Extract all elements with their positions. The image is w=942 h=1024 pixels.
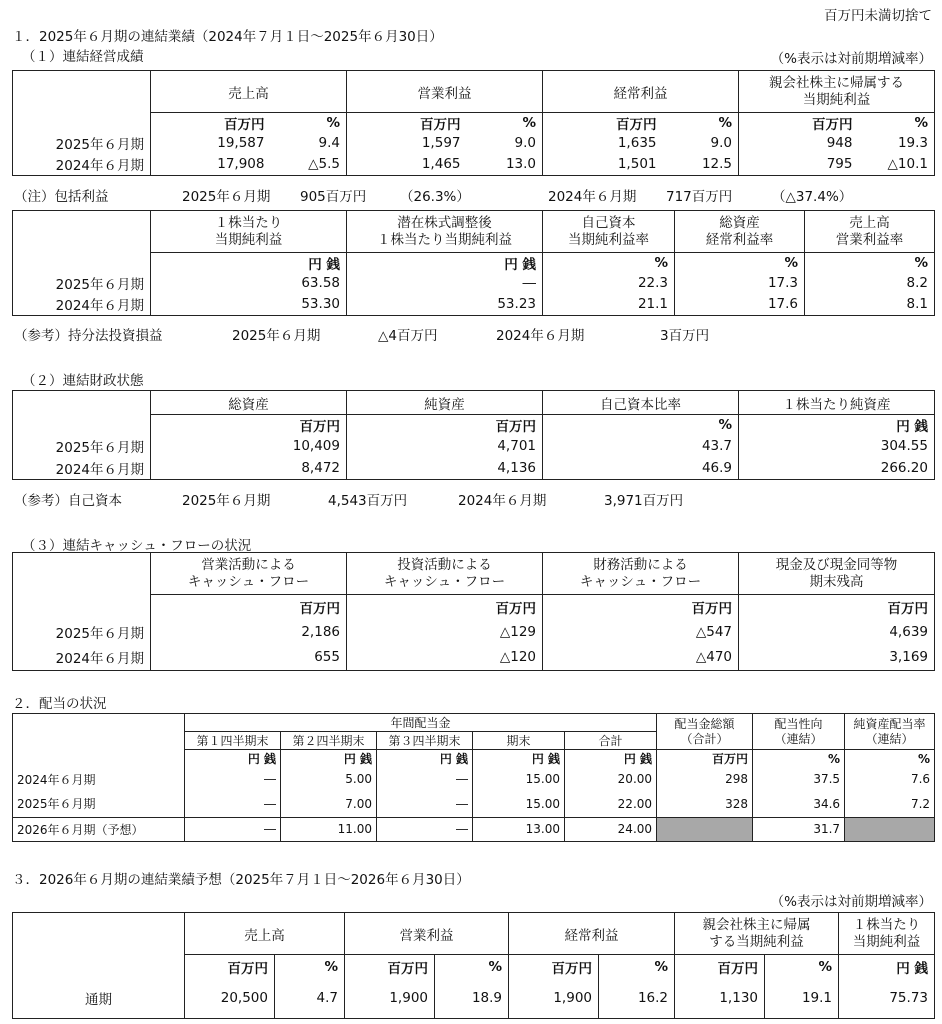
unit-cell: 百万円 [347,415,543,436]
value-cell: 20,500 [185,979,275,1019]
value-cell: 15.00 [473,767,565,791]
value-cell: 46.9 [543,457,739,479]
value-cell: 15.00 [473,791,565,817]
value-cell: 31.7 [753,817,845,841]
col-header-payout-ratio: 配当性向 （連結） [753,714,845,750]
table-row [13,133,935,153]
col-header-dividend-total: 配当金総額 （合計） [657,714,753,750]
table-row [13,273,935,293]
unit-cell: 百万円 [151,113,271,134]
corner-cell [13,71,151,113]
col-header-year-end: 期末 [473,732,565,750]
table-row [13,791,935,817]
unit-cell: % [859,113,935,134]
unit-cell: 百万円 [185,955,275,979]
unit-cell: % [275,955,345,979]
col-header-financing-cf: 財務活動による キャッシュ・フロー [543,553,739,595]
row-label: 2024年６月期 [13,645,151,671]
unit-cell: 円 銭 [839,955,935,979]
table-row [13,645,935,671]
value-cell: 7.00 [281,791,377,817]
table-row [13,293,935,315]
value-cell: 1,130 [675,979,765,1019]
equity-label: （参考）自己資本 [14,493,122,509]
unit-cell: % [663,113,739,134]
col-header-roe: 自己資本 当期純利益率 [543,211,675,253]
col-header-investing-cf: 投資活動による キャッシュ・フロー [347,553,543,595]
value-cell: 20.00 [565,767,657,791]
col-header-total: 合計 [565,732,657,750]
value-cell: 1,597 [347,133,467,153]
value-cell: 17,908 [151,153,271,175]
unit-cell: 円 銭 [739,415,935,436]
value-cell: 16.2 [599,979,675,1019]
value-cell: 1,900 [509,979,599,1019]
col-header-net-income: 親会社株主に帰属 する当期純利益 [675,913,839,955]
value-cell: 12.5 [663,153,739,175]
note-rate: （26.3%） [400,189,470,205]
value-cell: 19,587 [151,133,271,153]
value-cell: ― [185,817,281,841]
table-row [13,767,935,791]
row-label: 通期 [13,979,185,1019]
value-cell: ― [185,767,281,791]
col-header-equity-ratio: 自己資本比率 [543,391,739,415]
row-label: 2025年６月期 [13,619,151,645]
col-header-q2: 第２四半期末 [281,732,377,750]
unit-cell: % [805,253,935,274]
unit-cell: 円 銭 [473,750,565,768]
col-header-diluted-eps: 潜在株式調整後 １株当たり当期純利益 [347,211,543,253]
value-cell: △547 [543,619,739,645]
value-cell: 4,639 [739,619,935,645]
period-label: 2025年６月期 [182,493,271,509]
value-cell: 11.00 [281,817,377,841]
unit-cell: % [845,750,935,768]
per-share-ratios-table [12,210,935,316]
value-cell: 63.58 [151,273,347,293]
table-row [13,817,935,841]
value-cell: 5.00 [281,767,377,791]
value-cell: 53.30 [151,293,347,315]
unit-cell: % [675,253,805,274]
value-cell: 1,501 [543,153,663,175]
value-cell: 304.55 [739,435,935,457]
financial-position-table [12,390,935,480]
row-label: 2025年６月期 [13,133,151,153]
unit-cell: 百万円 [151,595,347,619]
table-row [13,979,935,1019]
value-cell: 17.6 [675,293,805,315]
col-header-roa: 総資産 経常利益率 [675,211,805,253]
value-cell: 22.00 [565,791,657,817]
unit-cell: % [765,955,839,979]
col-header-sales: 売上高 [185,913,345,955]
note-value: 3百万円 [660,328,710,344]
col-header-doe: 純資産配当率 （連結） [845,714,935,750]
row-label: 2025年６月期 [13,273,151,293]
value-cell: ― [377,791,473,817]
note-value: 4,543百万円 [328,493,408,509]
row-label: 2025年６月期 [13,791,185,817]
unit-cell: 円 銭 [565,750,657,768]
value-cell: 18.9 [435,979,509,1019]
cash-flow-title: （３）連結キャッシュ・フローの状況 [22,538,252,554]
forecast-table [12,912,935,1019]
period-label: 2024年６月期 [496,328,585,344]
col-header-q1: 第１四半期末 [185,732,281,750]
row-label: 2024年６月期 [13,293,151,315]
col-header-operating-income: 営業利益 [345,913,509,955]
comprehensive-income-label: （注）包括利益 [14,189,109,205]
value-cell: 2,186 [151,619,347,645]
financial-position-title: （２）連結財政状態 [22,373,144,389]
shaded-cell [845,817,935,841]
value-cell: 21.1 [543,293,675,315]
value-cell: 7.2 [845,791,935,817]
value-cell: 8,472 [151,457,347,479]
row-label: 2025年６月期 [13,435,151,457]
period-label: 2024年６月期 [548,189,637,205]
value-cell: 53.23 [347,293,543,315]
unit-cell: 円 銭 [347,253,543,274]
table-row [13,457,935,479]
value-cell: 19.3 [859,133,935,153]
unit-cell: 百万円 [347,595,543,619]
value-cell: 75.73 [839,979,935,1019]
unit-cell: 百万円 [739,113,859,134]
unit-cell: 百万円 [657,750,753,768]
operating-results-table [12,70,935,176]
section3-title: ３．2026年６月期の連結業績予想（2025年７月１日～2026年６月30日） [12,872,470,888]
unit-cell: 百万円 [543,595,739,619]
value-cell: 655 [151,645,347,671]
value-cell: 266.20 [739,457,935,479]
table-row [13,435,935,457]
unit-cell: 百万円 [739,595,935,619]
unit-cell: 百万円 [509,955,599,979]
operating-results-title: （１）連結経営成績 [22,49,144,65]
row-label: 2026年６月期（予想） [13,817,185,841]
table-row [13,153,935,175]
value-cell: 298 [657,767,753,791]
value-cell: 9.4 [271,133,347,153]
note-value: 3,971百万円 [604,493,684,509]
col-header-bps: １株当たり純資産 [739,391,935,415]
unit-cell: % [271,113,347,134]
note-value: △4百万円 [378,328,438,344]
value-cell: 22.3 [543,273,675,293]
unit-cell: % [543,253,675,274]
col-header-operating-income: 営業利益 [347,71,543,113]
row-label: 2024年６月期 [13,457,151,479]
unit-cell: 円 銭 [151,253,347,274]
unit-cell: % [753,750,845,768]
col-header-eps: １株当たり 当期純利益 [839,913,935,955]
value-cell: 4.7 [275,979,345,1019]
period-label: 2025年６月期 [182,189,271,205]
col-header-annual-dividend: 年間配当金 [185,714,657,732]
value-cell: 3,169 [739,645,935,671]
col-header-operating-cf: 営業活動による キャッシュ・フロー [151,553,347,595]
unit-cell: 百万円 [347,113,467,134]
value-cell: 24.00 [565,817,657,841]
cash-flow-table [12,552,935,671]
col-header-ordinary-income: 経常利益 [543,71,739,113]
value-cell: ― [347,273,543,293]
period-label: 2025年６月期 [232,328,321,344]
value-cell: ― [377,817,473,841]
unit-cell: % [599,955,675,979]
value-cell: 17.3 [675,273,805,293]
section2-title: ２．配当の状況 [12,696,107,712]
row-label: 2024年６月期 [13,767,185,791]
value-cell: 9.0 [467,133,543,153]
value-cell: 19.1 [765,979,839,1019]
section1-title: １．2025年６月期の連結業績（2024年７月１日～2025年６月30日） [12,29,443,45]
unit-cell: 百万円 [543,113,663,134]
value-cell: 4,701 [347,435,543,457]
col-header-net-income: 親会社株主に帰属する 当期純利益 [739,71,935,113]
unit-cell: % [467,113,543,134]
equity-method-label: （参考）持分法投資損益 [14,328,163,344]
value-cell: 1,465 [347,153,467,175]
value-cell: 948 [739,133,859,153]
value-cell: 8.1 [805,293,935,315]
value-cell: △5.5 [271,153,347,175]
value-cell: 8.2 [805,273,935,293]
shaded-cell [657,817,753,841]
value-cell: 4,136 [347,457,543,479]
value-cell: △120 [347,645,543,671]
unit-cell: 百万円 [151,415,347,436]
value-cell: 37.5 [753,767,845,791]
col-header-ordinary-income: 経常利益 [509,913,675,955]
row-label: 2024年６月期 [13,153,151,175]
value-cell: 9.0 [663,133,739,153]
unit-cell: 百万円 [675,955,765,979]
value-cell: 1,900 [345,979,435,1019]
value-cell: 13.0 [467,153,543,175]
col-header-operating-margin: 売上高 営業利益率 [805,211,935,253]
value-cell: 34.6 [753,791,845,817]
period-label: 2024年６月期 [458,493,547,509]
value-cell: △470 [543,645,739,671]
table-row [13,619,935,645]
value-cell: 13.00 [473,817,565,841]
unit-cell: 円 銭 [281,750,377,768]
value-cell: ― [377,767,473,791]
note-rate: （△37.4%） [772,189,853,205]
col-header-sales: 売上高 [151,71,347,113]
value-cell: 43.7 [543,435,739,457]
col-header-total-assets: 総資産 [151,391,347,415]
unit-cell: 百万円 [345,955,435,979]
value-cell: 795 [739,153,859,175]
col-header-net-assets: 純資産 [347,391,543,415]
unit-note: 百万円未満切捨て [824,8,932,24]
percent-note: （%表示は対前期増減率） [770,894,932,910]
value-cell: 7.6 [845,767,935,791]
value-cell: 1,635 [543,133,663,153]
unit-cell: % [435,955,509,979]
value-cell: 328 [657,791,753,817]
note-value: 717百万円 [666,189,733,205]
value-cell: △10.1 [859,153,935,175]
unit-cell: 円 銭 [377,750,473,768]
note-value: 905百万円 [300,189,367,205]
col-header-cash-balance: 現金及び現金同等物 期末残高 [739,553,935,595]
dividends-table [12,713,935,842]
value-cell: ― [185,791,281,817]
unit-cell: 円 銭 [185,750,281,768]
value-cell: △129 [347,619,543,645]
value-cell: 10,409 [151,435,347,457]
percent-note: （%表示は対前期増減率） [770,51,932,67]
unit-cell: % [543,415,739,436]
col-header-eps: １株当たり 当期純利益 [151,211,347,253]
col-header-q3: 第３四半期末 [377,732,473,750]
